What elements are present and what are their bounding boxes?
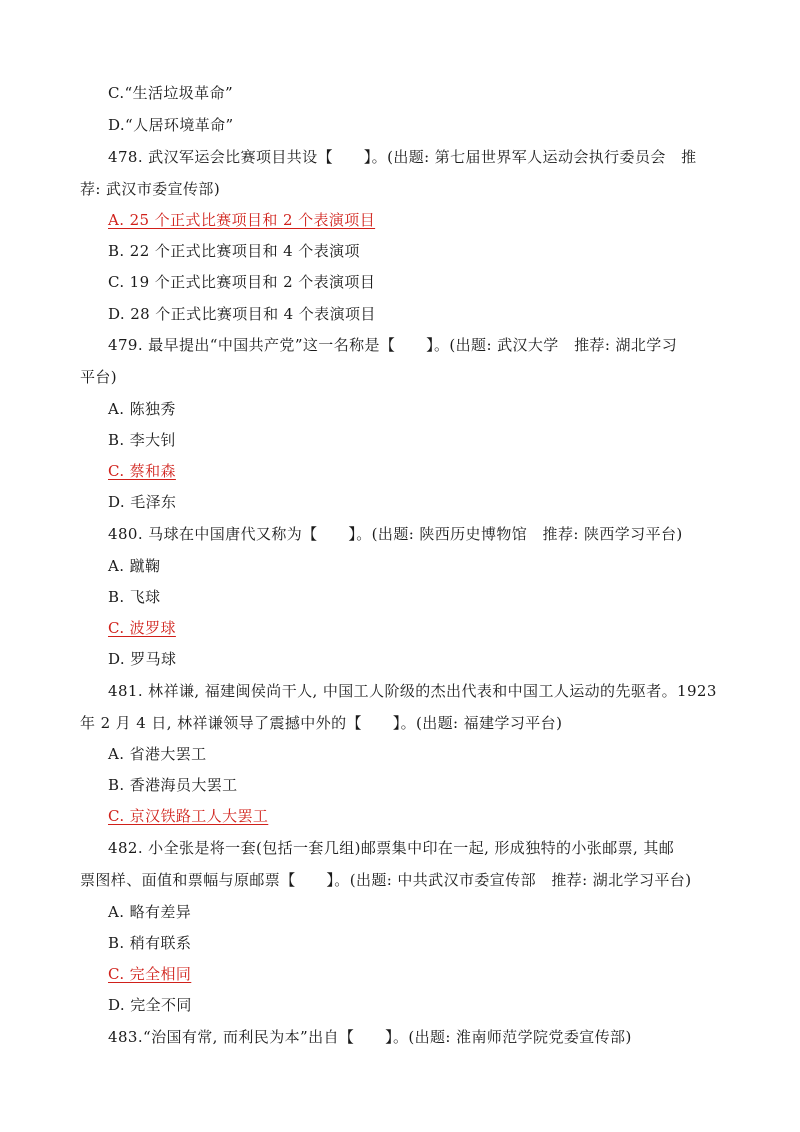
q483-stem-line1: 483.“治国有常, 而利民为本”出自【 】。(出题: 淮南师范学院党委宣传部)	[108, 1028, 632, 1046]
q478-stem-line2: 荐: 武汉市委宣传部)	[80, 180, 221, 198]
q478-option-b: B. 22 个正式比赛项目和 4 个表演项	[108, 242, 360, 260]
q477-option-c: C.“生活垃圾革命”	[108, 84, 234, 102]
q478-stem-line1: 478. 武汉军运会比赛项目共设【 】。(出题: 第七届世界军人运动会执行委员会 推	[108, 148, 697, 166]
q482-option-a: A. 略有差异	[108, 903, 192, 921]
q479-stem-line1: 479. 最早提出“中国共产党”这一名称是【 】。(出题: 武汉大学 推荐: 湖北学习	[108, 336, 678, 354]
q480-option-d: D. 罗马球	[108, 650, 177, 668]
q482-option-c-answer: C. 完全相同	[108, 965, 192, 983]
q478-option-a-answer: A. 25 个正式比赛项目和 2 个表演项目	[108, 211, 376, 229]
q480-option-b: B. 飞球	[108, 588, 161, 606]
q481-stem-line1: 481. 林祥谦, 福建闽侯尚干人, 中国工人阶级的杰出代表和中国工人运动的先驱者。1923	[108, 682, 717, 700]
q480-option-c-answer: C. 波罗球	[108, 619, 176, 637]
q479-option-a: A. 陈独秀	[108, 400, 176, 418]
q479-stem-line2: 平台)	[80, 368, 118, 386]
q482-option-b: B. 稍有联系	[108, 934, 192, 952]
q482-stem-line2: 票图样、面值和票幅与原邮票【 】。(出题: 中共武汉市委宣传部 推荐: 湖北学习平台)	[80, 871, 692, 889]
q479-option-c-answer: C. 蔡和森	[108, 462, 176, 480]
q481-option-c-answer: C. 京汉铁路工人大罢工	[108, 807, 269, 825]
q479-option-d: D. 毛泽东	[108, 493, 177, 511]
q479-option-b: B. 李大钊	[108, 431, 176, 449]
q481-option-a: A. 省港大罢工	[108, 745, 207, 763]
q482-stem-line1: 482. 小全张是将一套(包括一套几组)邮票集中印在一起, 形成独特的小张邮票, 其邮	[108, 839, 675, 857]
q477-option-d: D.“人居环境革命”	[108, 116, 234, 134]
q481-stem-line2: 年 2 月 4 日, 林祥谦领导了震撼中外的【 】。(出题: 福建学习平台)	[80, 714, 563, 732]
q478-option-d: D. 28 个正式比赛项目和 4 个表演项目	[108, 305, 376, 323]
q481-option-b: B. 香港海员大罢工	[108, 776, 238, 794]
q478-option-c: C. 19 个正式比赛项目和 2 个表演项目	[108, 273, 376, 291]
q480-option-a: A. 蹴鞠	[108, 557, 161, 575]
q482-option-d: D. 完全不同	[108, 996, 192, 1014]
q480-stem-line1: 480. 马球在中国唐代又称为【 】。(出题: 陕西历史博物馆 推荐: 陕西学习平台)	[108, 525, 683, 543]
